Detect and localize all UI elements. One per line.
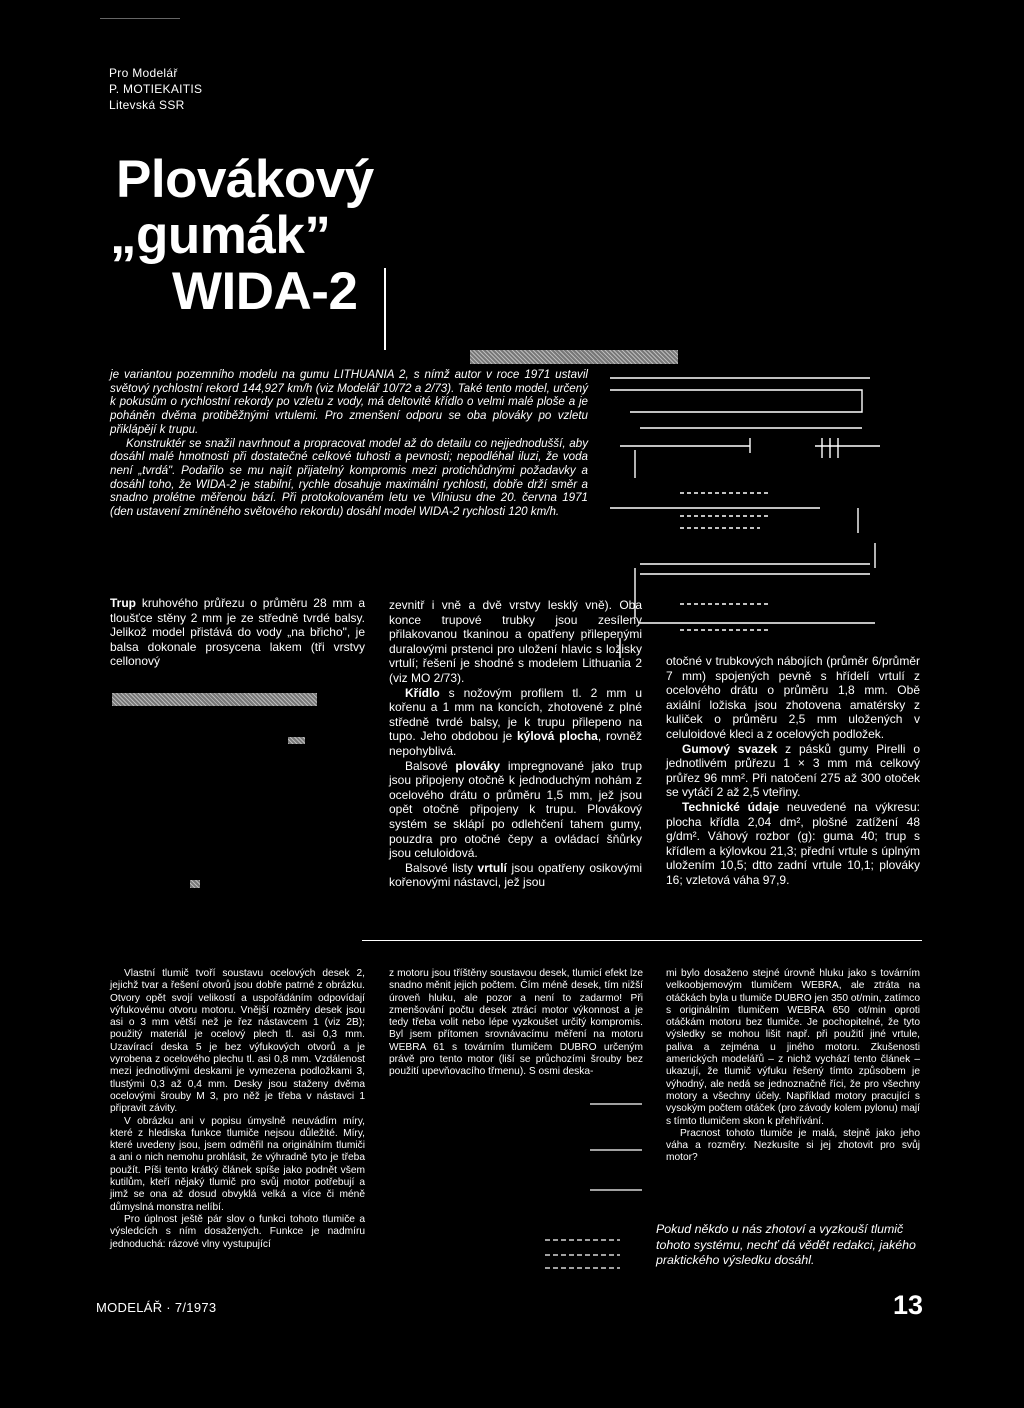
section-divider <box>362 940 922 941</box>
intro-text <box>110 368 588 519</box>
col2-text: Balsové listy <box>405 860 478 875</box>
col2-text: , rovněž nepohyblivá. <box>389 729 643 758</box>
top-rule <box>100 18 180 19</box>
footer-magazine-issue: MODELÁŘ · 7/1973 <box>96 1300 217 1315</box>
lower1-paragraph-1: Vlastní tlumič tvoří soustavu ocelových desek 2, jejichž tvar a řešení otvorů jsou dobře patrné z obrázku. Otvory opět svojí velikostí a uspořádáním odpovídají výfukovému otvoru motoru. Vnější rozměry desek jsou asi o 3 mm větší než je řez nástavcem 1 (viz 2B); použitý materiál je ocelový plech tl. asi 0,3 mm. Uzavírací deska 5 je bez výfukových otvorů a je vyrobena z ocelového plechu tl. asi 0,8 mm. Vzdálenost mezi jednotlivými deskami je vymezena podložkami 3, tlustými 0,3 až 0,4 mm. Desky jsou staženy dvěma ocelovými šrouby M 3, pro něž je třeba v nástavci 1 připravit závity. <box>110 968 365 1115</box>
col1-paragraph-1 <box>110 596 365 669</box>
col1-term-trup: Trup <box>110 596 136 610</box>
model-drawing <box>600 368 880 668</box>
title-line-2: „gumák” <box>110 206 331 265</box>
image-strip-top <box>470 350 678 364</box>
col2-paragraph-4 <box>389 861 642 890</box>
col2-paragraph-1: zevnitř i vně a dvě vrstvy lesklý vně). Oba konce trupové trubky jsou zesíleny přilakovanou tkaninou a opatřeny přilepenými duralovými prstenci pro uložení hlavic s ložisky vrtulí; řešení je shodné s modelem Lithuania 2 (viz MO 2/73). <box>389 598 642 685</box>
drawing-line <box>640 564 870 574</box>
col3-paragraph-3 <box>666 800 920 888</box>
lower-column-3 <box>666 968 920 1165</box>
col2-text: Balsové <box>405 758 456 773</box>
col2-term-kridlo: Křídlo <box>405 685 440 700</box>
col3-term-udaje: Technické údaje <box>682 799 780 814</box>
title-line-1: Plovákový <box>116 150 374 209</box>
column-1 <box>110 596 365 669</box>
intro-paragraph-1: je variantou pozemního modelu na gumu LITHUANIA 2, s nímž autor v roce 1971 ustavil světový rychlostní rekord 144,927 km/h (viz Modelář 10/72 a 2/73). Také tento model, určený k pokusům o rychlostní rekordy po vzletu z vody, má deltovité křídlo o velmi malé ploše a je poháněn dvěma protiběžnými vrtulemi. Pro zmenšení odporu se oba plováky po vzletu přiklápějí k trupu. <box>110 368 588 436</box>
closing-note: Pokud někdo u nás zhotoví a vyzkouší tlumič tohoto systému, nechť dá vědět redakci, jakého praktického výsledku dosáhl. <box>656 1222 916 1267</box>
col2-term-plovaky: plováky <box>455 758 501 773</box>
lower3-paragraph-1: mi bylo dosaženo stejné úrovně hluku jako s továrním velkoobjemovým tlumičem WEBRA, ale ztráta na otáčkách byla u tlumiče DUBRO jen 350 ot/min, zatímco s originálním tlumičem WEBRA 650 ot/min oproti otáčkám motoru bez tlumiče. Je pochopitelné, že tyto výsledky se mohou lišit např. při použití jiné vrtule, paliva a zejména u jiného motoru. Zkušenosti amerických modelářů – z nichž vychází tento článek – ukazují, že tlumič výfuku řešený tímto způsobem je výhodný, ale nedá se jednoznačně říci, že pro všechny motory a všechny účely. Například motory pracující s vysokým počtem otáček (pro závody kolem pylonu) mají s tímto tlumičem skon k přehřívání. <box>666 968 920 1127</box>
col3-paragraph-2 <box>666 742 920 800</box>
col2-term-kylova: kýlová plocha <box>517 729 598 744</box>
page-number: 13 <box>893 1290 924 1320</box>
lower1-paragraph-3: Pro úplnost ještě pár slov o funkci tohoto tlumiče a výsledcích s ním dosažených. Funkce je nadmíru jednoduchá: rázové vlny vystupující <box>110 1213 365 1250</box>
header-country: Litevská SSR <box>109 98 185 112</box>
title-bar <box>384 268 386 350</box>
lower-column-1 <box>110 968 365 1251</box>
col3-paragraph-1: otočné v trubkových nábojích (průměr 6/průměr 7 mm) spojených pevně s hřídelí vrtulí z ocelového drátu o průměru 1,8 mm. Obě axiální ložiska jsou zhotovena amatérsky z kuliček o průměru 2,5 mm uložených v celuloidové kleci a z ocelových podložek. <box>666 654 920 741</box>
photo-strip <box>112 693 317 706</box>
col3-text: neuvedené na výkresu: plocha křídla 2,04 dm², plošné zatížení 48 g/dm². Váhový rozbor (g): guma 40; trup s křídlem a kýlovkou 21,3; přední vrtule s úplným uložením 10,5; dtto zadní vrtule 10,1; plováky 16; vzletová váha 97,9. <box>666 799 921 887</box>
muffler-drawing <box>530 1090 650 1270</box>
lower-column-2 <box>389 968 643 1079</box>
lower2-paragraph-1: z motoru jsou tříštěny soustavou desek, tlumicí efekt lze snadno měnit jejich počtem. Čím méně desek, tím nižší úroveň hluku, ale pozor a není to zadarmo! Při zmenšování počtu desek ztrácí motor výkonnost a je tedy třeba volit nebo lépe vyzkoušet určitý kompromis. Byl jsem přítomen srovnávacímu měření na motoru WEBRA 61 s továrním tlumičem DUBRO určeným právě pro tento motor (liší se průchozími šrouby bez použití upevňovacího třmenu). S osmi deska- <box>389 968 643 1078</box>
header-magazine: Pro Modelář <box>109 66 178 80</box>
author-header <box>109 65 202 113</box>
col2-term-vrtule: vrtulí <box>477 860 507 875</box>
col3-text: z pásků gumy Pirelli o jednotlivém průřezu 1 × 3 mm má celkový průřez 96 mm². Při natočení 275 až 300 otoček se vytáčí 2 až 2,5 vteřiny. <box>666 741 921 800</box>
col2-paragraph-3 <box>389 759 642 861</box>
column-2 <box>389 598 642 890</box>
col2-paragraph-2 <box>389 686 642 759</box>
drawing-line <box>610 390 862 412</box>
drawing-line <box>635 438 838 478</box>
column-3 <box>666 654 920 888</box>
header-author: P. MOTIEKAITIS <box>109 82 203 96</box>
drawing-line <box>858 508 875 568</box>
photo-fragment <box>190 880 200 888</box>
lower3-paragraph-2: Pracnost tohoto tlumiče je malá, stejně jako jeho váha a rozměry. Nezkusíte si jej zhotovit pro svůj motor? <box>666 1127 920 1164</box>
col2-text: impregnované jako trup jsou připojeny otočně k jednoduchým nohám z ocelového drátu o průměru 1,5 mm, jež jsou opět otočně připojeny k trupu. Plovákový systém se sklápí po odlehčení tahem gumy, pouzdra pro otočné čepy a ovládací šňůrky jsou celuloidová. <box>389 758 642 861</box>
title-line-3: WIDA-2 <box>172 262 358 321</box>
intro-paragraph-2: Konstruktér se snažil navrhnout a propracovat model až do detailu co nejjednodušší, aby dosáhl malé hmotnosti při dostatečné celkové tuhosti a pevnosti; nepodléhal iluzi, že voda není „tvrdá". Podařilo se mu najít přijatelný kompromis mezi protichůdnými požadavky a dosáhl toho, že WIDA-2 je stabilní, rychle dosahuje maximální rychlosti, dobře drží směr a snadno prolétne měřenou bází. Při protokolovaném letu ve Vilniusu dne 20. června 1971 (den ustavení zmíněného světového rekordu) dosáhl model WIDA-2 rychlosti 120 km/h. <box>110 436 588 519</box>
col3-term-guma: Gumový svazek <box>682 741 778 756</box>
col1-text: kruhového průřezu o průměru 28 mm a tloušťce stěny 2 mm je ze středně tvrdé balsy. Jelikož model přistává do vody „na břicho", je balsa dokonale prosycena lakem (tři vrstvy cellonový <box>110 596 365 669</box>
photo-fragment <box>288 737 305 744</box>
article-title <box>110 150 374 321</box>
lower1-paragraph-2: V obrázku ani v popisu úmyslně neuvádím míry, které z hlediska funkce tlumiče nejsou důležité. Míry, které uvedeny jsou, jsem odměřil na originálním tlumiči a ani o nich nemohu prohlásit, že výhradně tyto je třeba použít. Píši tento krátký článek spíše jako podnět všem kutilům, kteří nějaký tlumič pro svůj motor potřebují a jimž se ona až dosud obvyklá velká a více či méně důmyslná monstra nelíbí. <box>110 1115 365 1213</box>
col2-text: jsou opatřeny osikovými kořenovými nástavci, jež jsou <box>389 860 643 890</box>
col2-text: s nožovým profilem tl. 2 mm u kořenu a 1 mm na koncích, zhotovené z plné středně tvrdé balsy, je k trupu přilepeno na tupo. Jeho obdobou je <box>389 685 642 744</box>
